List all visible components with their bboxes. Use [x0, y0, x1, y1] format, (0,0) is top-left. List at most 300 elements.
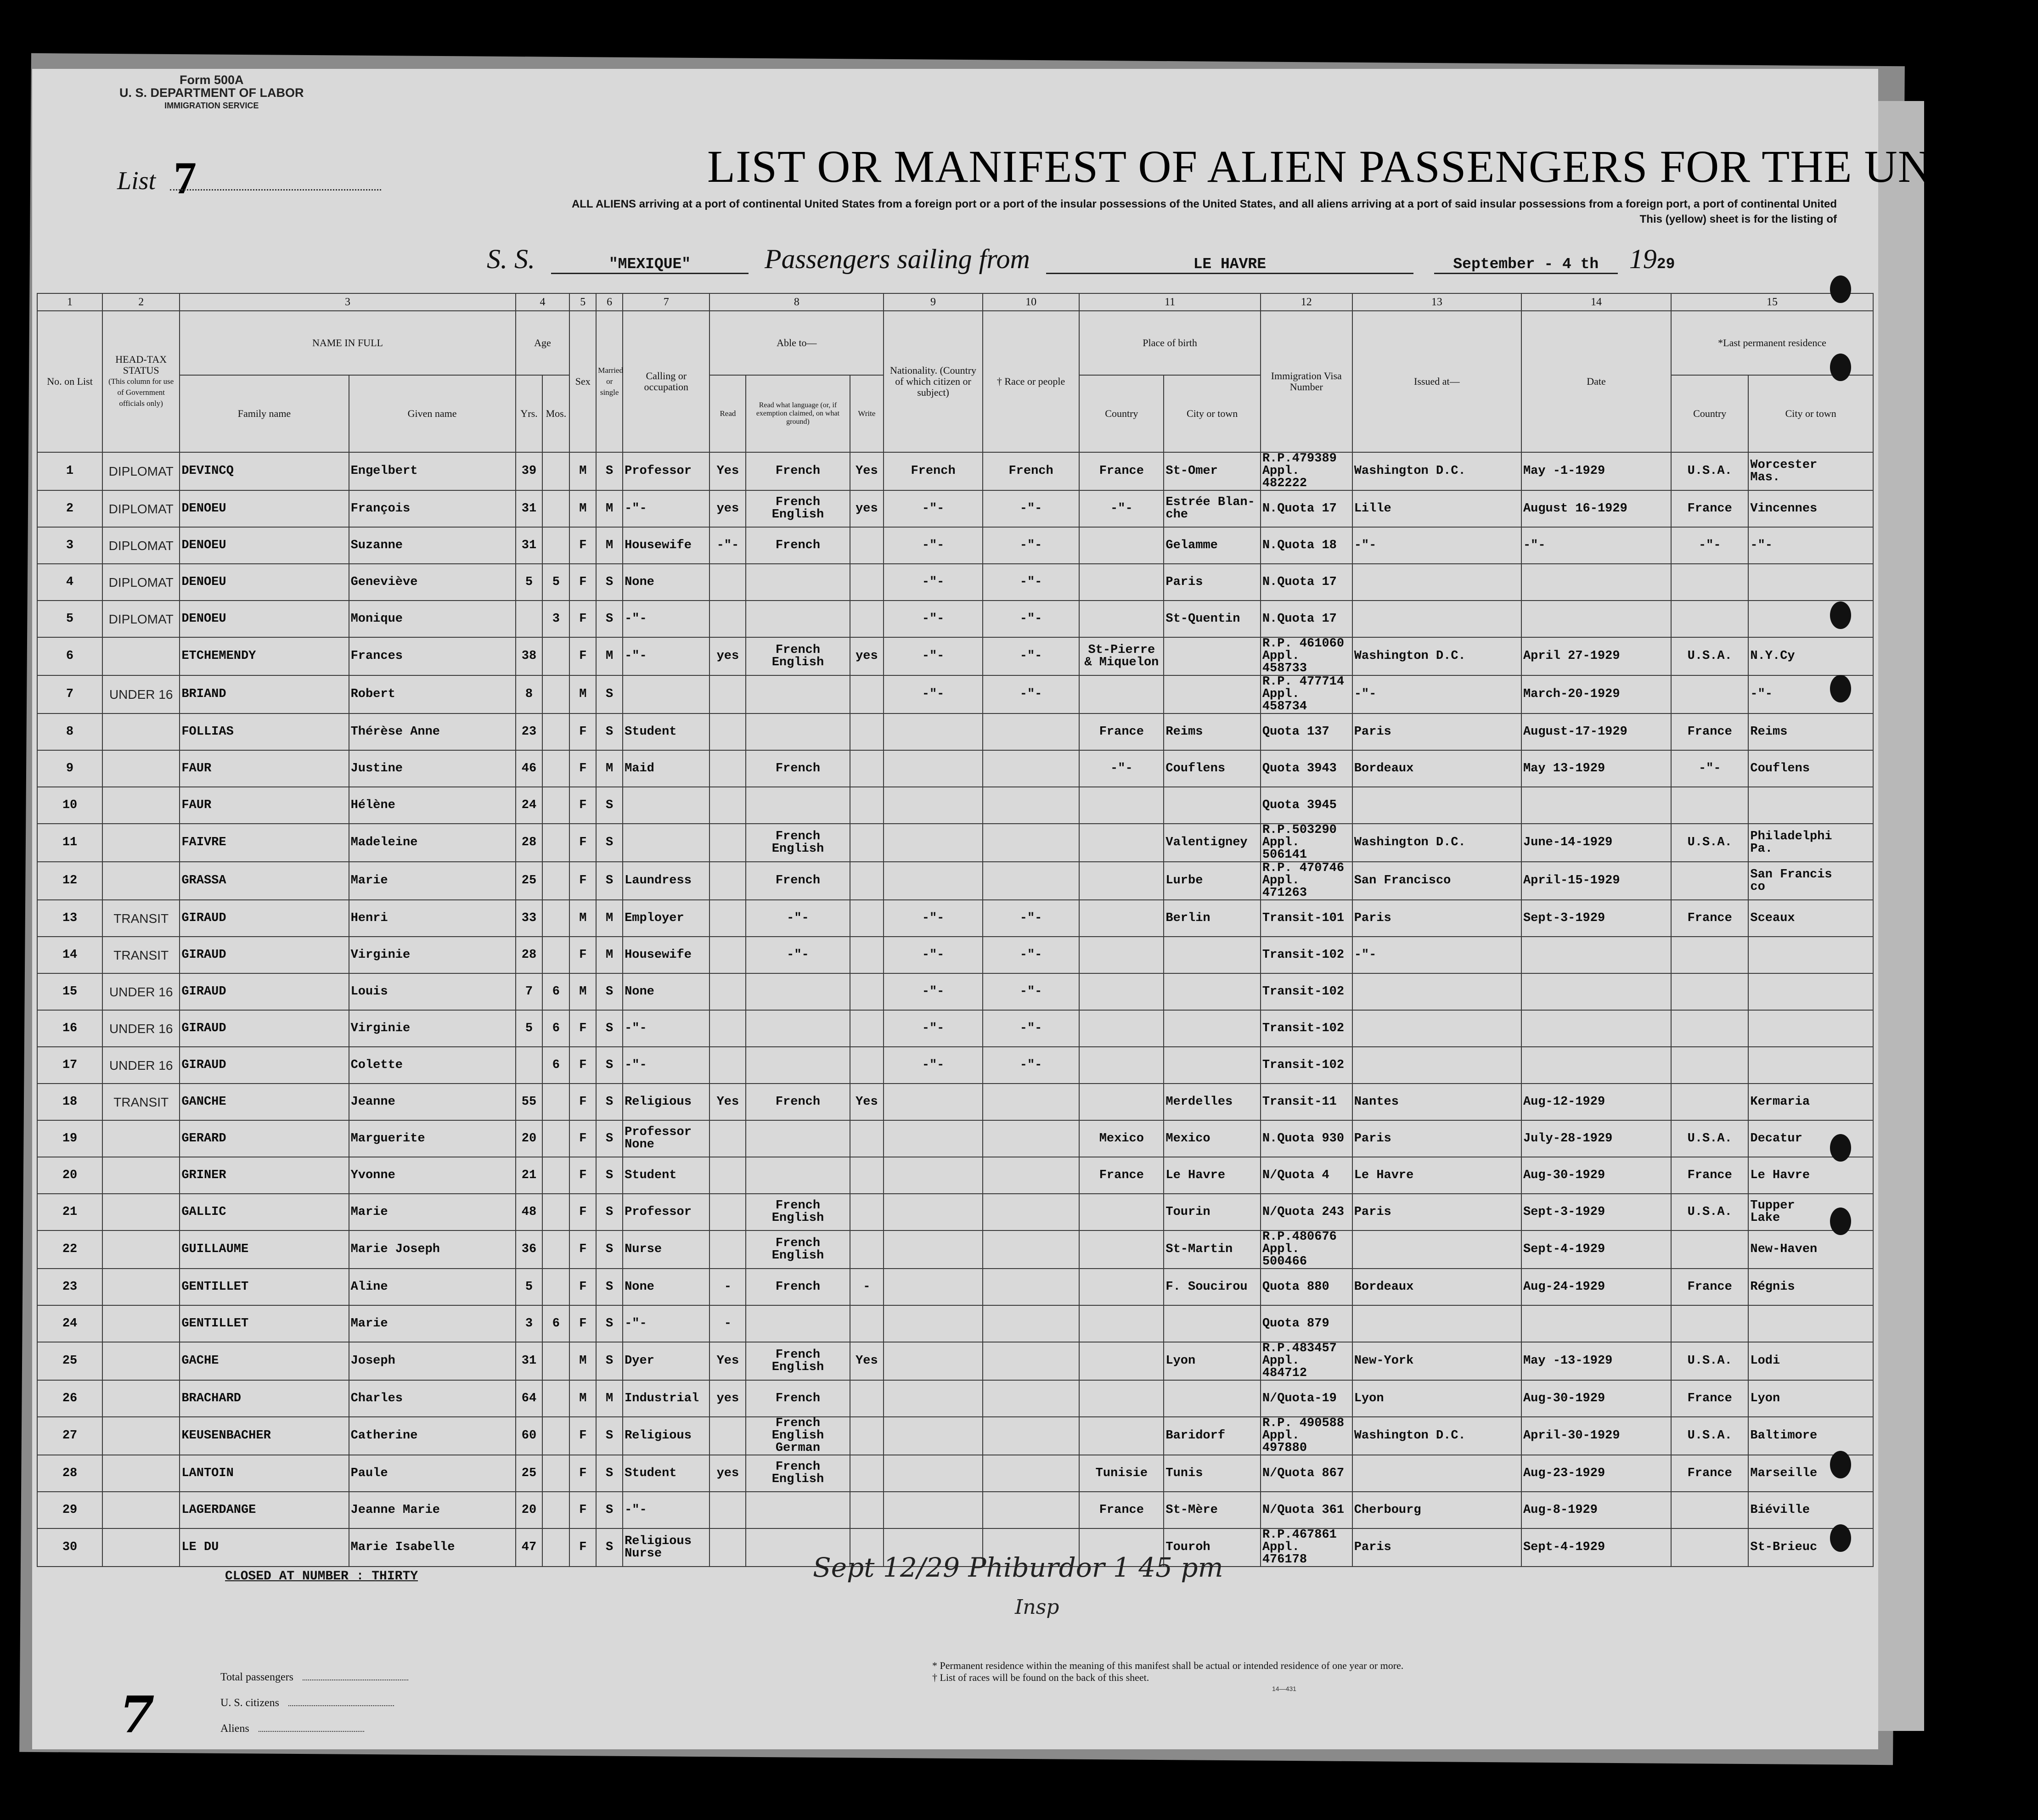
can-write [850, 900, 884, 937]
header-date: Date [1521, 311, 1671, 452]
residence-country: -"- [1671, 527, 1748, 564]
visa-date: July-28-1929 [1521, 1120, 1671, 1157]
given-name: Engelbert [349, 452, 516, 490]
marital-status: S [596, 1528, 623, 1567]
col-number: 5 [569, 293, 596, 311]
occupation: -"- [623, 490, 709, 527]
read-language [746, 787, 850, 824]
head-tax-status [102, 1455, 180, 1492]
residence-city: Sceaux [1748, 900, 1873, 937]
read-language [746, 1010, 850, 1047]
residence-country [1671, 862, 1748, 900]
header-family-name: Family name [180, 375, 349, 452]
head-tax-status [102, 862, 180, 900]
read-language: French [746, 1269, 850, 1305]
visa-date [1521, 973, 1671, 1010]
birth-city: St-Martin [1164, 1230, 1260, 1269]
passenger-row [37, 675, 1873, 713]
nationality [884, 1230, 983, 1269]
nationality [884, 1194, 983, 1230]
given-name: Henri [349, 900, 516, 937]
occupation: Student [623, 713, 709, 750]
visa-date [1521, 1010, 1671, 1047]
occupation: None [623, 973, 709, 1010]
visa-number: N/Quota-19 [1261, 1380, 1352, 1417]
can-write [850, 713, 884, 750]
age-months: 5 [542, 564, 569, 601]
issued-at: -"- [1352, 937, 1521, 973]
marital-status: S [596, 675, 623, 713]
form-header [119, 73, 304, 112]
footnote-residence: * Permanent residence within the meaning of this manifest shall be actual or intended residence of one year or more. [932, 1660, 1404, 1671]
visa-date: Aug-30-1929 [1521, 1157, 1671, 1194]
header-married: Married or single [596, 311, 623, 452]
issued-at [1352, 973, 1521, 1010]
birth-country [1079, 1342, 1164, 1380]
birth-city: St-Quentin [1164, 601, 1260, 637]
birth-city [1164, 937, 1260, 973]
issued-at: Paris [1352, 1528, 1521, 1567]
can-write [850, 1492, 884, 1528]
issued-at [1352, 1455, 1521, 1492]
passenger-row [37, 1269, 1873, 1305]
race: -"- [983, 1010, 1079, 1047]
race: -"- [983, 900, 1079, 937]
age-years: 33 [516, 900, 543, 937]
residence-city [1748, 937, 1873, 973]
form-number: Form 500A [179, 73, 244, 87]
age-years: 48 [516, 1194, 543, 1230]
family-name: GIRAUD [180, 1010, 349, 1047]
col-number: 6 [596, 293, 623, 311]
birth-country [1079, 564, 1164, 601]
read-language: French [746, 1380, 850, 1417]
row-number: 7 [37, 675, 102, 713]
age-months [542, 490, 569, 527]
occupation: Housewife [623, 527, 709, 564]
list-number: 7 [174, 152, 197, 203]
nationality: -"- [884, 937, 983, 973]
age-months [542, 1342, 569, 1380]
header-birth-country: Country [1079, 375, 1164, 452]
sex: F [569, 937, 596, 973]
voyage-line [487, 243, 1675, 275]
given-name: Marie [349, 1305, 516, 1342]
given-name: Madeleine [349, 824, 516, 862]
birth-city: Baridorf [1164, 1417, 1260, 1455]
birth-city: Valentigney [1164, 824, 1260, 862]
residence-city: Marseille [1748, 1455, 1873, 1492]
birth-country [1079, 824, 1164, 862]
row-number: 30 [37, 1528, 102, 1567]
visa-date [1521, 1047, 1671, 1084]
visa-number: Quota 880 [1261, 1269, 1352, 1305]
nationality [884, 1305, 983, 1342]
passenger-row [37, 1084, 1873, 1120]
passenger-row [37, 750, 1873, 787]
head-tax-status [102, 1305, 180, 1342]
sex: M [569, 490, 596, 527]
visa-number: N.Quota 17 [1261, 564, 1352, 601]
age-years: 25 [516, 862, 543, 900]
can-read: Yes [709, 452, 746, 490]
nationality: -"- [884, 527, 983, 564]
us-citizens-blank [288, 1705, 394, 1706]
sex: F [569, 637, 596, 675]
visa-number: N.Quota 17 [1261, 490, 1352, 527]
sex: F [569, 1047, 596, 1084]
nationality: French [884, 452, 983, 490]
sex: M [569, 1380, 596, 1417]
age-months: 3 [542, 601, 569, 637]
nationality: -"- [884, 900, 983, 937]
issued-at: Paris [1352, 1194, 1521, 1230]
passenger-row [37, 601, 1873, 637]
age-years: 5 [516, 564, 543, 601]
residence-country [1671, 1492, 1748, 1528]
passenger-row [37, 900, 1873, 937]
birth-city: Mexico [1164, 1120, 1260, 1157]
occupation: Industrial [623, 1380, 709, 1417]
birth-city [1164, 675, 1260, 713]
birth-country [1079, 1047, 1164, 1084]
can-read [709, 713, 746, 750]
birth-country [1079, 787, 1164, 824]
race [983, 1305, 1079, 1342]
head-tax-status: TRANSIT [102, 900, 180, 937]
age-years: 28 [516, 824, 543, 862]
birth-country: Mexico [1079, 1120, 1164, 1157]
header-calling: Calling or occupation [623, 311, 709, 452]
family-name: GALLIC [180, 1194, 349, 1230]
head-tax-status: DIPLOMAT [102, 490, 180, 527]
marital-status: S [596, 1342, 623, 1380]
age-months: 6 [542, 1047, 569, 1084]
row-number: 13 [37, 900, 102, 937]
race: -"- [983, 973, 1079, 1010]
can-read [709, 824, 746, 862]
visa-date: August-17-1929 [1521, 713, 1671, 750]
read-language [746, 1492, 850, 1528]
row-number: 10 [37, 787, 102, 824]
header-last-residence: *Last permanent residence [1671, 311, 1873, 375]
visa-date: March-20-1929 [1521, 675, 1671, 713]
age-years [516, 601, 543, 637]
issued-at: San Francisco [1352, 862, 1521, 900]
age-years: 3 [516, 1305, 543, 1342]
head-tax-note: (This column for use of Government officials only) [108, 377, 174, 408]
visa-date: April 27-1929 [1521, 637, 1671, 675]
col-number: 2 [102, 293, 180, 311]
residence-country [1671, 937, 1748, 973]
col-number: 10 [983, 293, 1079, 311]
read-language [746, 601, 850, 637]
visa-date: April-30-1929 [1521, 1417, 1671, 1455]
visa-number: Quota 137 [1261, 713, 1352, 750]
residence-city: Vincennes [1748, 490, 1873, 527]
can-write [850, 862, 884, 900]
sex: F [569, 1492, 596, 1528]
binding-hole [1830, 1208, 1851, 1235]
year-suffix: 29 [1656, 256, 1675, 273]
manifest-sheet [32, 69, 2038, 1749]
residence-country [1671, 1528, 1748, 1567]
row-number: 2 [37, 490, 102, 527]
can-write [850, 1417, 884, 1455]
family-name: FAIVRE [180, 824, 349, 862]
passenger-row [37, 937, 1873, 973]
read-language: French [746, 1084, 850, 1120]
marital-status: S [596, 1492, 623, 1528]
head-tax-status [102, 1194, 180, 1230]
can-write [850, 1120, 884, 1157]
age-years: 31 [516, 1342, 543, 1380]
closed-at-note: CLOSED AT NUMBER : THIRTY [225, 1569, 418, 1584]
marital-status: S [596, 1120, 623, 1157]
occupation: Religious [623, 1417, 709, 1455]
marital-status: M [596, 900, 623, 937]
passenger-row [37, 527, 1873, 564]
given-name: Marie [349, 1194, 516, 1230]
family-name: ETCHEMENDY [180, 637, 349, 675]
birth-city: St-Mère [1164, 1492, 1260, 1528]
passenger-row [37, 1380, 1873, 1417]
read-language [746, 675, 850, 713]
birth-city [1164, 973, 1260, 1010]
read-language: French English [746, 1455, 850, 1492]
header-able-to: Able to— [709, 311, 884, 375]
can-write: yes [850, 637, 884, 675]
can-write [850, 1047, 884, 1084]
race [983, 750, 1079, 787]
sex: F [569, 1417, 596, 1455]
head-tax-status [102, 1342, 180, 1380]
can-read [709, 862, 746, 900]
ship-name: "MEXIQUE" [551, 256, 749, 274]
can-read: - [709, 1305, 746, 1342]
visa-number: N.Quota 930 [1261, 1120, 1352, 1157]
visa-date: Sept-3-1929 [1521, 900, 1671, 937]
residence-city [1748, 1047, 1873, 1084]
can-read [709, 1157, 746, 1194]
family-name: DENOEU [180, 490, 349, 527]
visa-date: Aug-24-1929 [1521, 1269, 1671, 1305]
visa-number: N/Quota 867 [1261, 1455, 1352, 1492]
read-language: French [746, 862, 850, 900]
row-number: 25 [37, 1342, 102, 1380]
visa-date: April-15-1929 [1521, 862, 1671, 900]
residence-city: Reims [1748, 713, 1873, 750]
list-number-line [170, 189, 381, 191]
race [983, 824, 1079, 862]
given-name: Aline [349, 1269, 516, 1305]
visa-number: N.Quota 17 [1261, 601, 1352, 637]
age-months [542, 1157, 569, 1194]
row-number: 14 [37, 937, 102, 973]
nationality [884, 1157, 983, 1194]
age-years: 25 [516, 1455, 543, 1492]
sex: F [569, 1084, 596, 1120]
occupation [623, 787, 709, 824]
visa-date: Sept-3-1929 [1521, 1194, 1671, 1230]
given-name: Jeanne [349, 1084, 516, 1120]
nationality: -"- [884, 973, 983, 1010]
read-language [746, 1157, 850, 1194]
passenger-row [37, 490, 1873, 527]
occupation: -"- [623, 601, 709, 637]
age-years: 20 [516, 1492, 543, 1528]
visa-date: August 16-1929 [1521, 490, 1671, 527]
footnotes [932, 1660, 1403, 1684]
marital-status: S [596, 1269, 623, 1305]
read-language [746, 1120, 850, 1157]
family-name: GIRAUD [180, 973, 349, 1010]
row-number: 12 [37, 862, 102, 900]
nationality [884, 1084, 983, 1120]
age-months [542, 750, 569, 787]
birth-city: Couflens [1164, 750, 1260, 787]
read-language [746, 1305, 850, 1342]
birth-city: Merdelles [1164, 1084, 1260, 1120]
birth-country [1079, 1380, 1164, 1417]
age-years: 23 [516, 713, 543, 750]
head-tax-status: TRANSIT [102, 1084, 180, 1120]
visa-number: R.P. 490588 Appl. 497880 [1261, 1417, 1352, 1455]
can-write [850, 1157, 884, 1194]
age-months [542, 824, 569, 862]
given-name: Marie Joseph [349, 1230, 516, 1269]
residence-city: Couflens [1748, 750, 1873, 787]
age-months [542, 452, 569, 490]
row-number: 19 [37, 1120, 102, 1157]
can-write [850, 750, 884, 787]
nationality [884, 713, 983, 750]
read-language: French English German [746, 1417, 850, 1455]
given-name: Monique [349, 601, 516, 637]
birth-country [1079, 601, 1164, 637]
sex: F [569, 1269, 596, 1305]
head-tax-status [102, 1492, 180, 1528]
can-write: yes [850, 490, 884, 527]
head-tax-title: HEAD-TAX STATUS [115, 354, 167, 376]
binding-hole [1830, 675, 1851, 702]
passenger-row [37, 1305, 1873, 1342]
residence-city: St-Brieuc [1748, 1528, 1873, 1567]
can-read: - [709, 1269, 746, 1305]
passenger-row [37, 1120, 1873, 1157]
can-write [850, 527, 884, 564]
residence-country: France [1671, 490, 1748, 527]
race: -"- [983, 527, 1079, 564]
visa-number: R.P. 477714 Appl. 458734 [1261, 675, 1352, 713]
header-yrs: Yrs. [516, 375, 543, 452]
list-label: List [117, 167, 156, 195]
header-place-of-birth: Place of birth [1079, 311, 1261, 375]
can-write: Yes [850, 1342, 884, 1380]
age-years: 47 [516, 1528, 543, 1567]
occupation: Professor [623, 452, 709, 490]
read-language [746, 564, 850, 601]
can-write [850, 1010, 884, 1047]
residence-country: U.S.A. [1671, 1194, 1748, 1230]
read-language: French [746, 452, 850, 490]
read-language: -"- [746, 937, 850, 973]
can-read [709, 1528, 746, 1567]
head-tax-status [102, 1269, 180, 1305]
visa-number: N/Quota 361 [1261, 1492, 1352, 1528]
header-sex: Sex [569, 311, 596, 452]
col-number: 1 [37, 293, 102, 311]
family-name: FOLLIAS [180, 713, 349, 750]
row-number: 29 [37, 1492, 102, 1528]
passenger-row [37, 564, 1873, 601]
occupation: -"- [623, 1010, 709, 1047]
can-read [709, 900, 746, 937]
birth-country [1079, 1417, 1164, 1455]
sex: F [569, 564, 596, 601]
can-write [850, 973, 884, 1010]
given-name: Suzanne [349, 527, 516, 564]
issued-at: Cherbourg [1352, 1492, 1521, 1528]
birth-city [1164, 1047, 1260, 1084]
age-months [542, 1417, 569, 1455]
occupation: Dyer [623, 1342, 709, 1380]
race [983, 1492, 1079, 1528]
visa-number: R.P.467861 Appl. 476178 [1261, 1528, 1352, 1567]
issued-at: Paris [1352, 1120, 1521, 1157]
family-name: GACHE [180, 1342, 349, 1380]
age-years: 46 [516, 750, 543, 787]
nationality: -"- [884, 1010, 983, 1047]
given-name: Marguerite [349, 1120, 516, 1157]
head-tax-status [102, 1120, 180, 1157]
nationality [884, 1342, 983, 1380]
birth-country: Tunisie [1079, 1455, 1164, 1492]
given-name: Colette [349, 1047, 516, 1084]
row-number: 28 [37, 1455, 102, 1492]
occupation: Nurse [623, 1230, 709, 1269]
marital-status: S [596, 1157, 623, 1194]
visa-number: N/Quota 243 [1261, 1194, 1352, 1230]
residence-city: Decatur [1748, 1120, 1873, 1157]
binding-hole [1830, 275, 1851, 303]
sex: F [569, 862, 596, 900]
visa-date: May 13-1929 [1521, 750, 1671, 787]
birth-country: -"- [1079, 490, 1164, 527]
header-no-on-list: No. on List [37, 311, 102, 452]
given-name: Justine [349, 750, 516, 787]
sex: M [569, 1342, 596, 1380]
residence-country [1671, 564, 1748, 601]
age-years: 55 [516, 1084, 543, 1120]
family-name: BRACHARD [180, 1380, 349, 1417]
visa-number: Quota 3943 [1261, 750, 1352, 787]
residence-city: Biéville [1748, 1492, 1873, 1528]
occupation: Religious Nurse [623, 1528, 709, 1567]
row-number: 16 [37, 1010, 102, 1047]
year-prefix: 19 [1629, 244, 1657, 274]
birth-city: Touroh [1164, 1528, 1260, 1567]
residence-country [1671, 973, 1748, 1010]
visa-number: Quota 879 [1261, 1305, 1352, 1342]
residence-country: U.S.A. [1671, 637, 1748, 675]
marital-status: S [596, 452, 623, 490]
head-tax-status [102, 1528, 180, 1567]
row-number: 1 [37, 452, 102, 490]
birth-country [1079, 973, 1164, 1010]
race: -"- [983, 675, 1079, 713]
can-write [850, 787, 884, 824]
